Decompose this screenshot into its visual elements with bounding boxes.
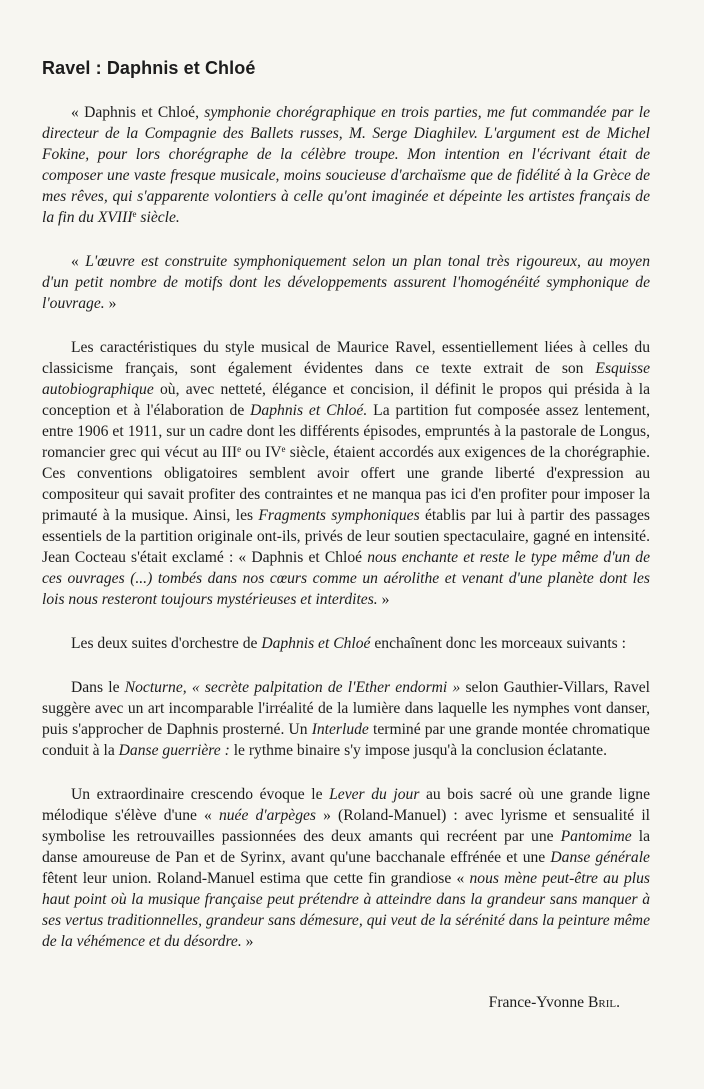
p3-text-c: où, avec netteté, élégance et concision, il définit le propos qui présida à la conception et à l'élaboration de xyxy=(42,381,650,419)
p3-text-h: Fragments symphoniques xyxy=(258,507,420,524)
p1-text-a: « Daphnis et Chloé, xyxy=(71,104,205,121)
p6-text-d: nuée d'arpèges xyxy=(218,807,316,824)
p2-text-c: » xyxy=(104,295,117,312)
p6-text-i: fêtent leur union. Roland-Manuel estima que cette fin grandiose « xyxy=(42,870,470,887)
p4-text-a: Les deux suites d'orchestre de xyxy=(71,635,262,652)
p3-text-e: La partition fut composée assez lentement, entre 1906 et 1911, sur un cadre dont les différents épisodes, empruntés à la pastorale de Longus, romancier grec qui vécut au III xyxy=(42,402,650,461)
p6-text-j: nous mène peut-être au plus haut point où la musique française peut prétendre à atteindre dans la grandeur sans manquer à ses vertus traditionnelles, grandeur sans démesure, qui veut de la sérénité dans la peinture même de la véhémence et du désordre. xyxy=(42,870,650,950)
p6-text-g: la danse amoureuse de Pan et de Syrinx, avant qu'une bacchanale effrénée et une xyxy=(42,828,650,866)
p5-text-g: le rythme binaire s'y impose jusqu'à la conclusion éclatante. xyxy=(229,742,607,759)
page-title: Ravel : Daphnis et Chloé xyxy=(42,58,256,78)
p3-text-j: nous enchante et reste le type même d'un de ces ouvrages (...) tombés dans nos cœurs comme un aérolithe et venant d'une planète dont les lois nous resteront toujours mystérieuses et interdites. xyxy=(42,549,651,608)
paragraph-5 xyxy=(42,677,650,761)
p4-text-c: enchaînent donc les morceaux suivants : xyxy=(370,635,626,652)
p6-text-e: » (Roland-Manuel) : avec lyrisme et sensualité il symbolise les retrouvailles passionnées des deux amants qui recréent par une xyxy=(42,807,650,845)
p5-text-c: selon Gauthier-Villars, Ravel suggère avec un art incomparable l'irréalité de la lumière dans laquelle les nymphes vont danser, puis s'approcher de Daphnis prosterné. Un xyxy=(42,679,650,738)
paragraph-4 xyxy=(42,633,650,654)
paragraph-3 xyxy=(42,337,650,610)
p3-text-i: établis par lui à partir des passages essentiels de la partition originale ont-ils, privés de leur soutien spectaculaire, gagné en intensité. Jean Cocteau s'était exclamé : « Daphnis et Chloé xyxy=(42,507,650,566)
p5-text-d: Interlude xyxy=(311,721,369,738)
p1-text-c: siècle. xyxy=(136,209,180,226)
p5-text-f: Danse guerrière : xyxy=(118,742,230,759)
p5-text-a: Dans le xyxy=(71,679,125,696)
p6-text-a: Un extraordinaire crescendo évoque le xyxy=(71,786,330,803)
p3-sup-1: e xyxy=(237,444,242,454)
p2-text-b: L'œuvre est construite symphoniquement selon un plan tonal très rigoureux, au moyen d'un petit nombre de motifs dont les développements assurent l'homogénéité symphonique de l'ouvrage. xyxy=(42,253,650,312)
p5-text-b: Nocturne, « secrète palpitation de l'Ether endormi » xyxy=(124,679,461,696)
p1-sup: e xyxy=(132,209,137,219)
paragraph-2 xyxy=(42,251,650,314)
paragraph-1 xyxy=(42,102,650,228)
p3-text-b: Esquisse autobiographique xyxy=(42,360,650,398)
p6-text-c: au bois sacré où une grande ligne mélodique s'élève d'une « xyxy=(42,786,650,824)
p6-text-h: Danse générale xyxy=(550,849,650,866)
p3-text-g: siècle, étaient accordés aux exigences de la chorégraphie. Ces conventions obligatoires semblent avoir offert une grande liberté d'expression au compositeur qui savait profiter des contraintes et ne manqua pas ici d'en profiter pour imposer la primauté à la musique. Ainsi, les xyxy=(42,444,650,524)
p4-text-b: Daphnis et Chloé xyxy=(261,635,371,652)
author-signature xyxy=(489,994,620,1012)
p3-text-k: » xyxy=(377,591,390,608)
author-last-name: Bril. xyxy=(587,994,620,1011)
p1-text-b: symphonie chorégraphique en trois parties, me fut commandée par le directeur de la Compagnie des Ballets russes, M. Serge Diaghilev. L'argument est de Michel Fokine, pour lors chorégraphe de la célèbre troupe. Mon intention en l'écrivant était de composer une vaste fresque musicale, moins soucieuse d'archaïsme que de fidélité à la Grèce de mes rêves, qui s'apparente volontiers à celle qu'ont imaginée et dépeinte les artistes français de la fin du XVIII xyxy=(42,104,651,226)
p2-text-a: « xyxy=(71,253,86,270)
p3-text-f: ou IV xyxy=(241,444,282,461)
p3-text-a: Les caractéristiques du style musical de Maurice Ravel, essentiellement liées à celles du classicisme français, sont également évidentes dans ce texte extrait de son xyxy=(42,339,650,377)
p6-text-f: Pantomime xyxy=(560,828,632,845)
p6-text-b: Lever du jour xyxy=(329,786,420,803)
p3-sup-2: e xyxy=(281,444,286,454)
p5-text-e: terminé par une grande montée chromatique conduit à la xyxy=(42,721,650,759)
author-first-name: France-Yvonne xyxy=(488,994,588,1011)
paragraph-6 xyxy=(42,784,650,952)
p6-text-k: » xyxy=(241,933,254,950)
p3-text-d: Daphnis et Chloé. xyxy=(250,402,368,419)
